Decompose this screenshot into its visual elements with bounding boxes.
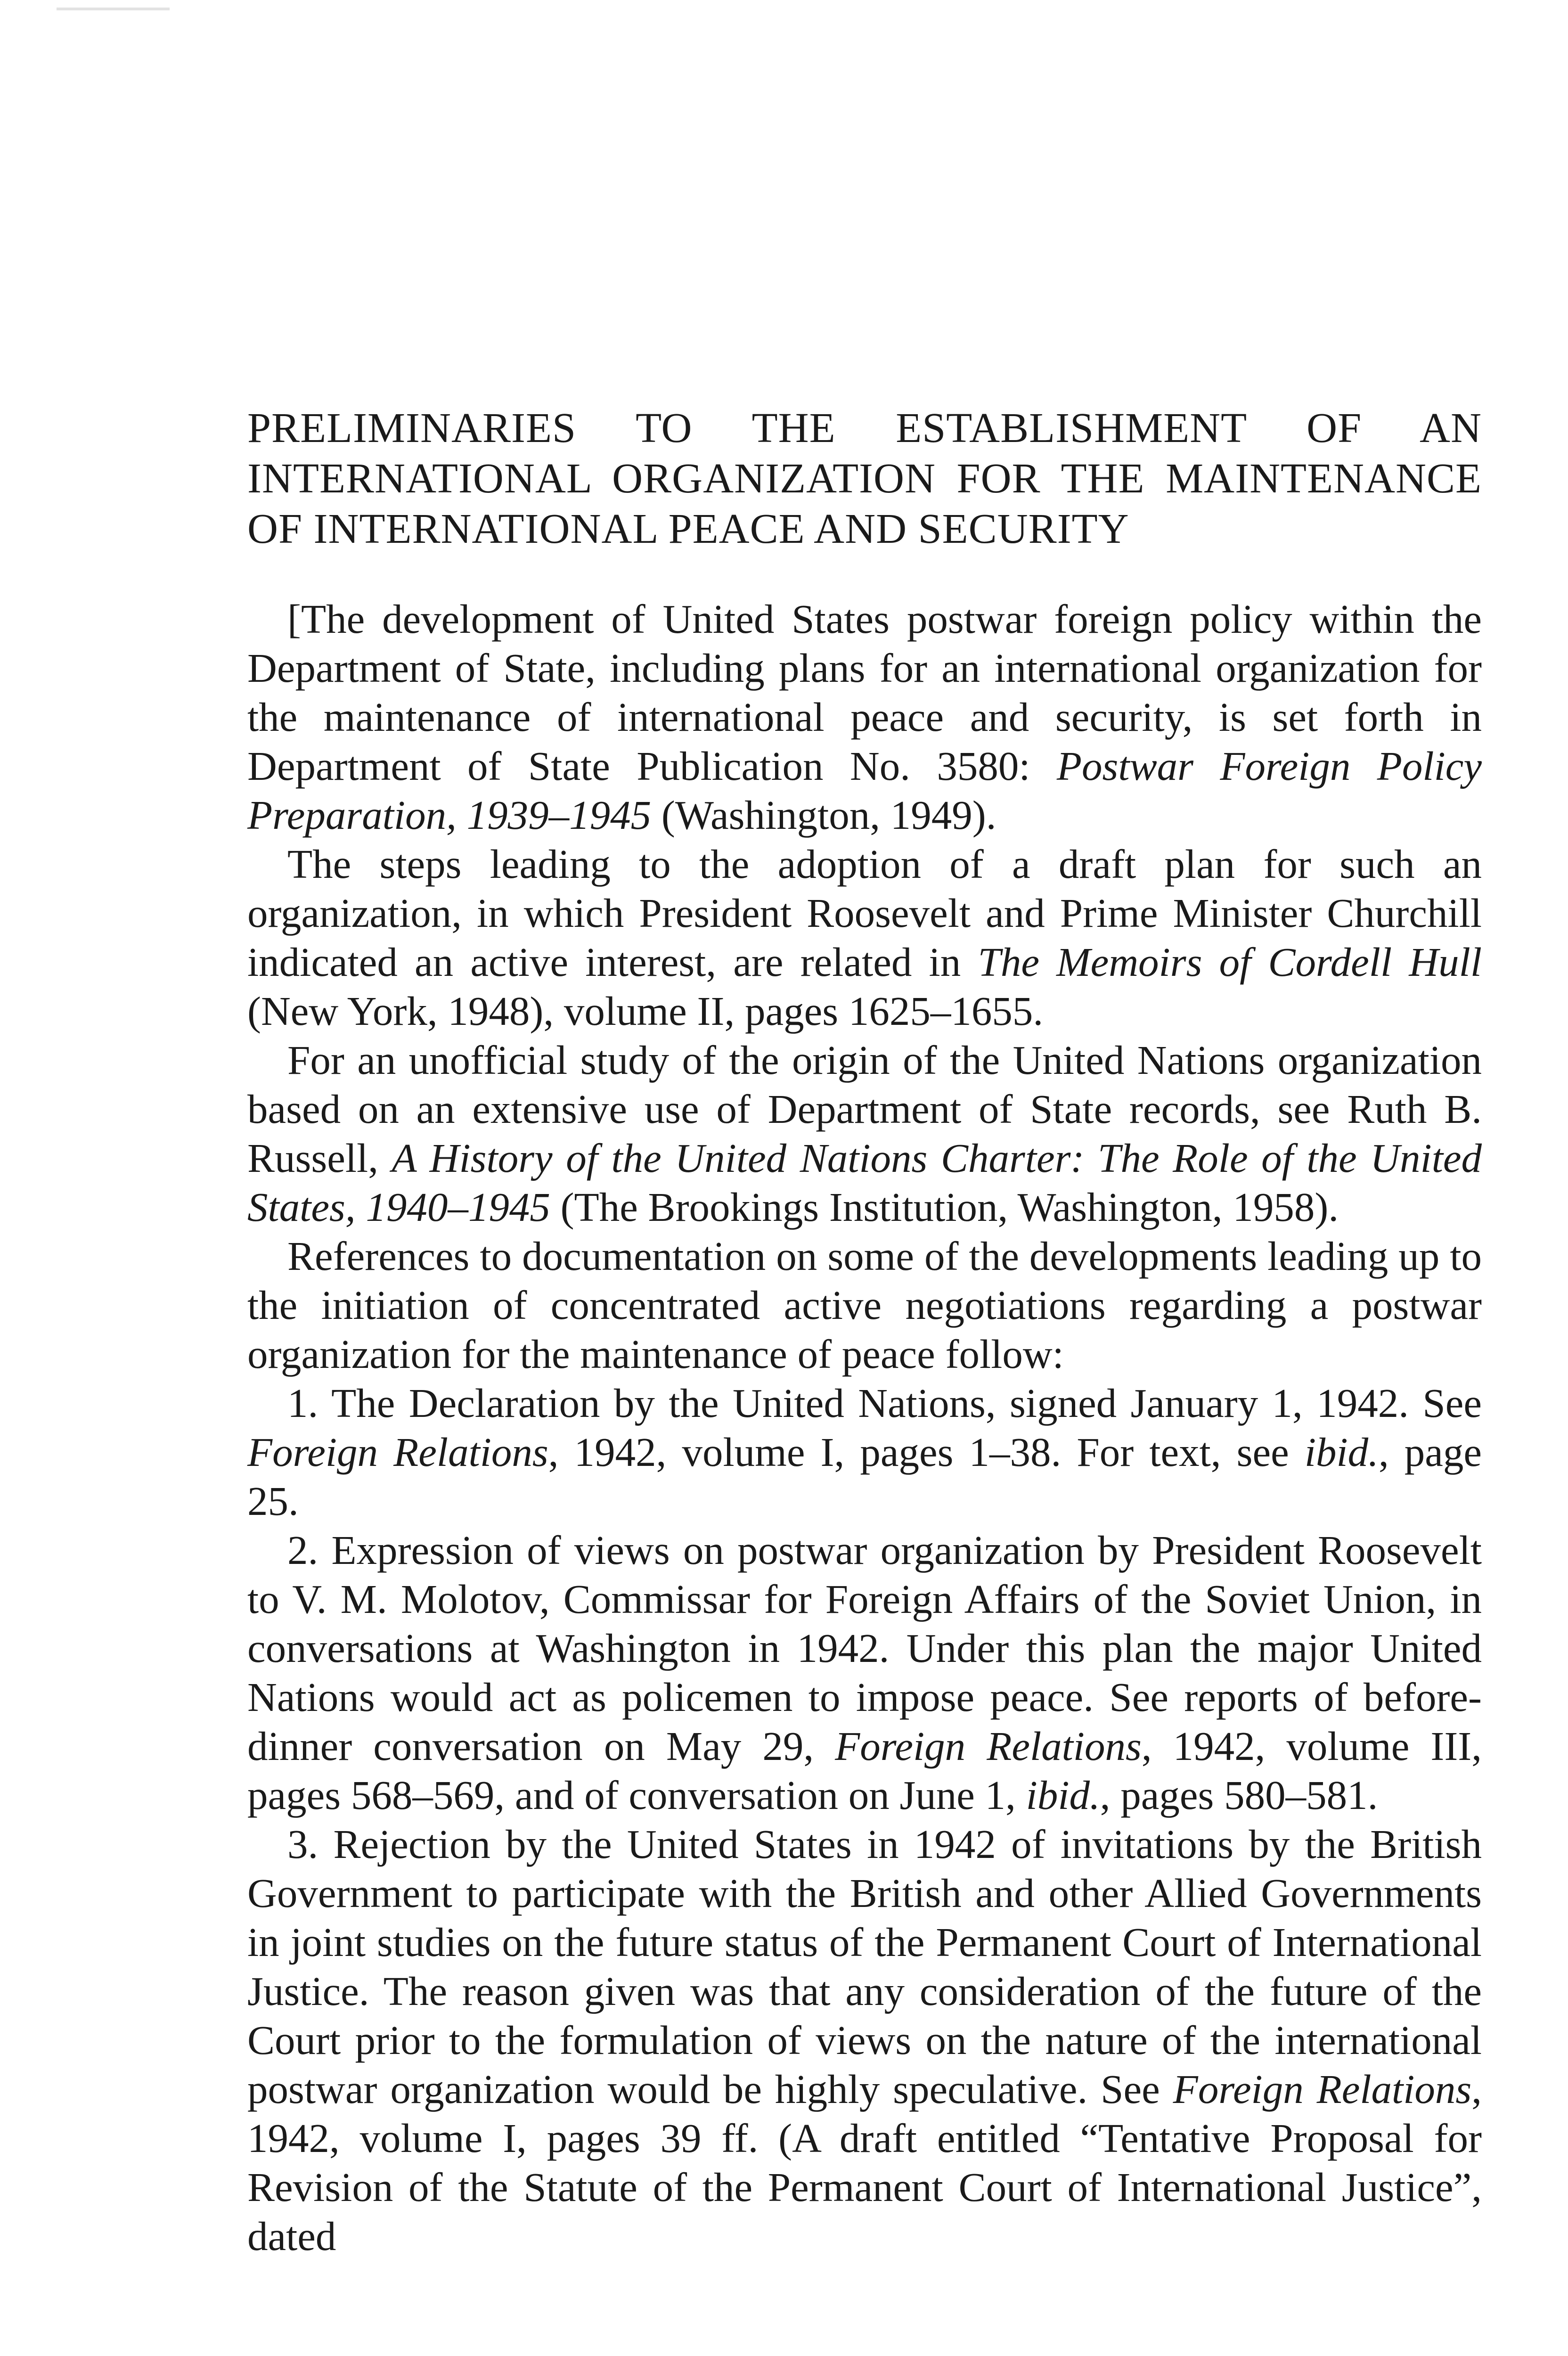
text-run: , pages 580–581. [1100,1772,1378,1818]
text-run: 2. Expression of views on postwar organization by President Roosevelt to V. M. Molotov, Commissar for Foreign Affairs of the Soviet Union, in conversations at Washington in 1942. Under this plan the major United Nations would act as policemen to impose peace. See reports of before-dinner conversation on May 29, [247,1527,1482,1769]
text-run: , 1942, volume I, pages 39 ff. (A draft entitled “Tentative Proposal for Revision of the Statute of the Permanent Court of International Justice”, dated [247,2066,1482,2259]
italic-text: The Memoirs of Cordell Hull [978,939,1482,985]
italic-text: A History of the United Nations Charter: The Role of the United States, 1940–1945 [247,1135,1482,1230]
list-item-paragraph [247,1820,1482,2261]
italic-text: Postwar Foreign Policy Preparation, 1939–1945 [247,743,1482,838]
text-run: 1. The Declaration by the United Nations, signed January 1, 1942. See [287,1380,1482,1426]
scan-artifact [57,8,170,10]
document-body [247,595,1482,2261]
document-heading: PRELIMINARIES TO THE ESTABLISHMENT OF AN INTERNATIONAL ORGANIZATION FOR THE MAINTENANCE OF INTERNATIONAL PEACE AND SECURITY [247,405,1482,552]
paragraph [247,595,1482,840]
italic-text: Foreign Relations [835,1723,1142,1769]
italic-text: ibid. [1026,1772,1100,1818]
paragraph [247,1036,1482,1232]
paragraph [247,1232,1482,1379]
text-run: , 1942, volume III, pages 568–569, and of conversation on June 1, [247,1723,1482,1818]
list-item-paragraph [247,1526,1482,1820]
text-run: [The development of United States postwar foreign policy within the Department of State, including plans for an international organization for the maintenance of international peace and security, is set forth in Department of State Publication No. 3580: [247,596,1482,789]
italic-text: Foreign Relations [247,1429,548,1475]
italic-text: ibid. [1304,1429,1379,1475]
text-run: For an unofficial study of the origin of the United Nations organization based on an extensive use of Department of State records, see Ruth B. Russell, [247,1037,1482,1181]
text-run: 3. Rejection by the United States in 1942 of invitations by the British Government to participate with the British and other Allied Governments in joint studies on the future status of the Permanent Court of International Justice. The reason given was that any consideration of the future of the Court prior to the formulation of views on the nature of the international postwar organization would be highly speculative. See [247,1821,1482,2112]
text-run: (New York, 1948), volume II, pages 1625–1655. [247,988,1044,1034]
paragraph [247,840,1482,1036]
list-item-paragraph [247,1379,1482,1526]
italic-text: Foreign Relations [1173,2066,1472,2112]
text-run: References to documentation on some of the developments leading up to the initiation of concentrated active negotiations regarding a postwar organization for the maintenance of peace follow: [247,1233,1482,1377]
text-run: (The Brookings Institution, Washington, 1958). [550,1184,1339,1230]
text-run: The steps leading to the adoption of a draft plan for such an organization, in which President Roosevelt and Prime Minister Churchill indicated an active interest, are related in [247,841,1482,985]
text-run: , 1942, volume I, pages 1–38. For text, see [548,1429,1305,1475]
text-run: (Washington, 1949). [651,792,996,838]
text-run: , page 25. [247,1429,1482,1524]
